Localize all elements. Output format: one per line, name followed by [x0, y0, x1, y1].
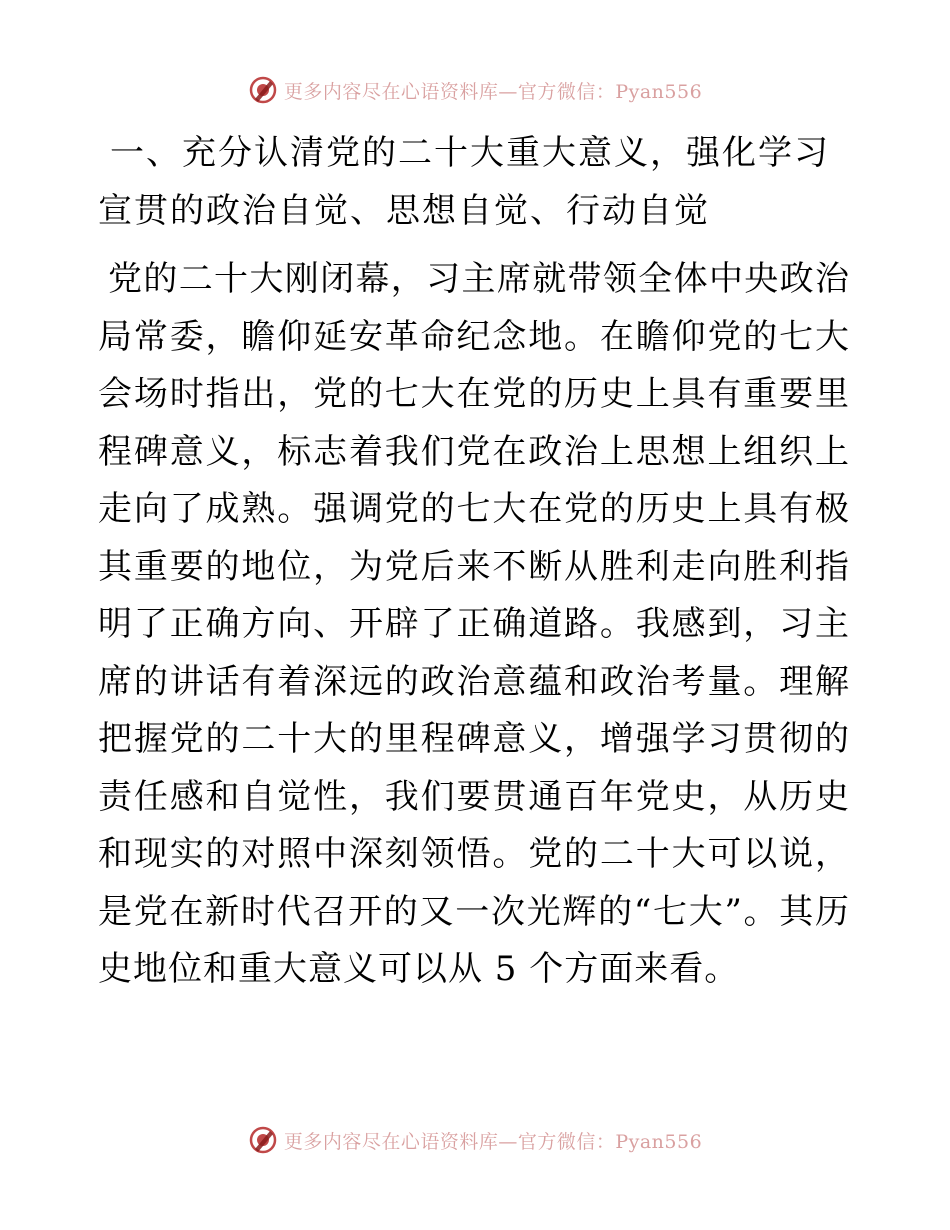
header-watermark — [0, 70, 950, 110]
pen-seal-icon — [248, 75, 278, 105]
watermark-text: 更多内容尽在心语资料库—官方微信：Pyan556 — [283, 1130, 703, 1153]
body-paragraph: 党的二十大刚闭幕，习主席就带领全体中央政治局常委，瞻仰延安革命纪念地。在瞻仰党的七大会场时指出，党的七大在党的历史上具有重要里程碑意义，标志着我们党在政治上思想上组织上走向了成熟。强调党的七大在党的历史上具有极其重要的地位，为党后来不断从胜利走向胜利指明了正确方向、开辟了正确道路。我感到，习主席的讲话有着深远的政治意蕴和政治考量。理解把握党的二十大的里程碑意义，增强学习贯彻的责任感和自觉性，我们要贯通百年党史，从历史和现实的对照中深刻领悟。党的二十大可以说，是党在新时代召开的又一次光辉的“七大”。其历史地位和重大意义可以从 5 个方面来看。 — [98, 259, 850, 989]
section-heading: 一、充分认清党的二十大重大意义，强化学习宣贯的政治自觉、思想自觉、行动自觉 — [98, 133, 830, 231]
pen-seal-icon — [248, 1125, 278, 1155]
footer-watermark — [0, 1120, 950, 1160]
watermark-text: 更多内容尽在心语资料库—官方微信：Pyan556 — [283, 80, 703, 103]
